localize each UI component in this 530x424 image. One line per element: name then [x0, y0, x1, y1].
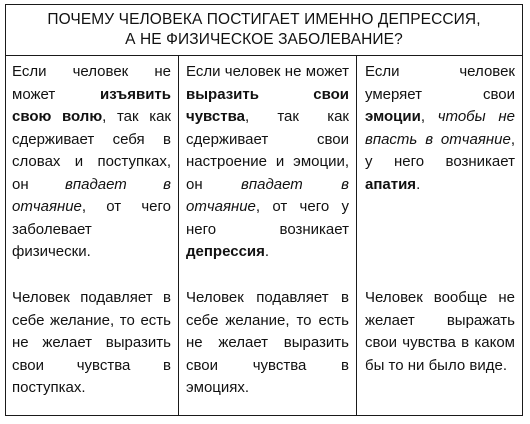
cell-will-cause	[12, 61, 171, 264]
table-title	[6, 5, 522, 56]
key-term-emotions: эмоции	[365, 108, 421, 125]
cell-feelings-explanation: Человек подавляет в себе желание, то есть не желает выразить свои чувства в эмоциях.	[186, 289, 349, 396]
cell-emotions-cause	[365, 61, 515, 196]
text-fragment: .	[416, 175, 421, 193]
column-emotions	[356, 56, 522, 415]
table-frame	[5, 4, 523, 416]
cell-feelings-cause	[186, 61, 349, 264]
title-line-1: ПОЧЕМУ ЧЕЛОВЕКА ПОСТИГАЕТ ИМЕННО ДЕПРЕССИЯ,	[47, 11, 481, 28]
text-fragment: , от чего заболевает физически.	[12, 198, 171, 260]
title-line-2: А НЕ ФИЗИЧЕСКОЕ ЗАБОЛЕВАНИЕ?	[125, 31, 403, 48]
text-fragment: , у него возникает	[365, 130, 515, 170]
table-columns	[6, 56, 522, 415]
emphasis-despair: впадает в отчаяние	[12, 175, 171, 215]
key-term-feelings: выразить свои чувства	[186, 85, 349, 125]
text-fragment: , так как сдерживает свои настроение и эмоции, он	[186, 108, 349, 193]
emphasis-despair: впадает в отчаяние	[186, 175, 349, 215]
column-feelings	[178, 56, 356, 415]
key-term-depression: депрессия	[186, 243, 265, 260]
text-fragment: .	[264, 243, 270, 260]
text-fragment: Если человек умеряет свои	[365, 63, 515, 103]
text-fragment: Если человек не может	[12, 63, 171, 103]
text-fragment: Если человек не может	[186, 63, 349, 80]
cell-emotions-explanation: Человек вообще не желает выражать свои чувства в каком бы то ни было виде.	[365, 289, 515, 374]
column-will	[6, 56, 178, 415]
text-fragment: , так как сдерживает себя в словах и поступках, он	[12, 108, 171, 193]
emphasis-avoid-despair: чтобы не впасть в отчаяние	[365, 108, 515, 148]
key-term-will: изъявить свою волю	[12, 85, 171, 125]
key-term-apathy: апатия	[365, 175, 417, 193]
text-fragment: ,	[420, 108, 438, 125]
text-fragment: , от чего у него возникает	[186, 198, 349, 238]
cell-will-explanation: Человек подавляет в себе желание, то есть не желает выразить свои чувства в поступках.	[12, 289, 171, 396]
